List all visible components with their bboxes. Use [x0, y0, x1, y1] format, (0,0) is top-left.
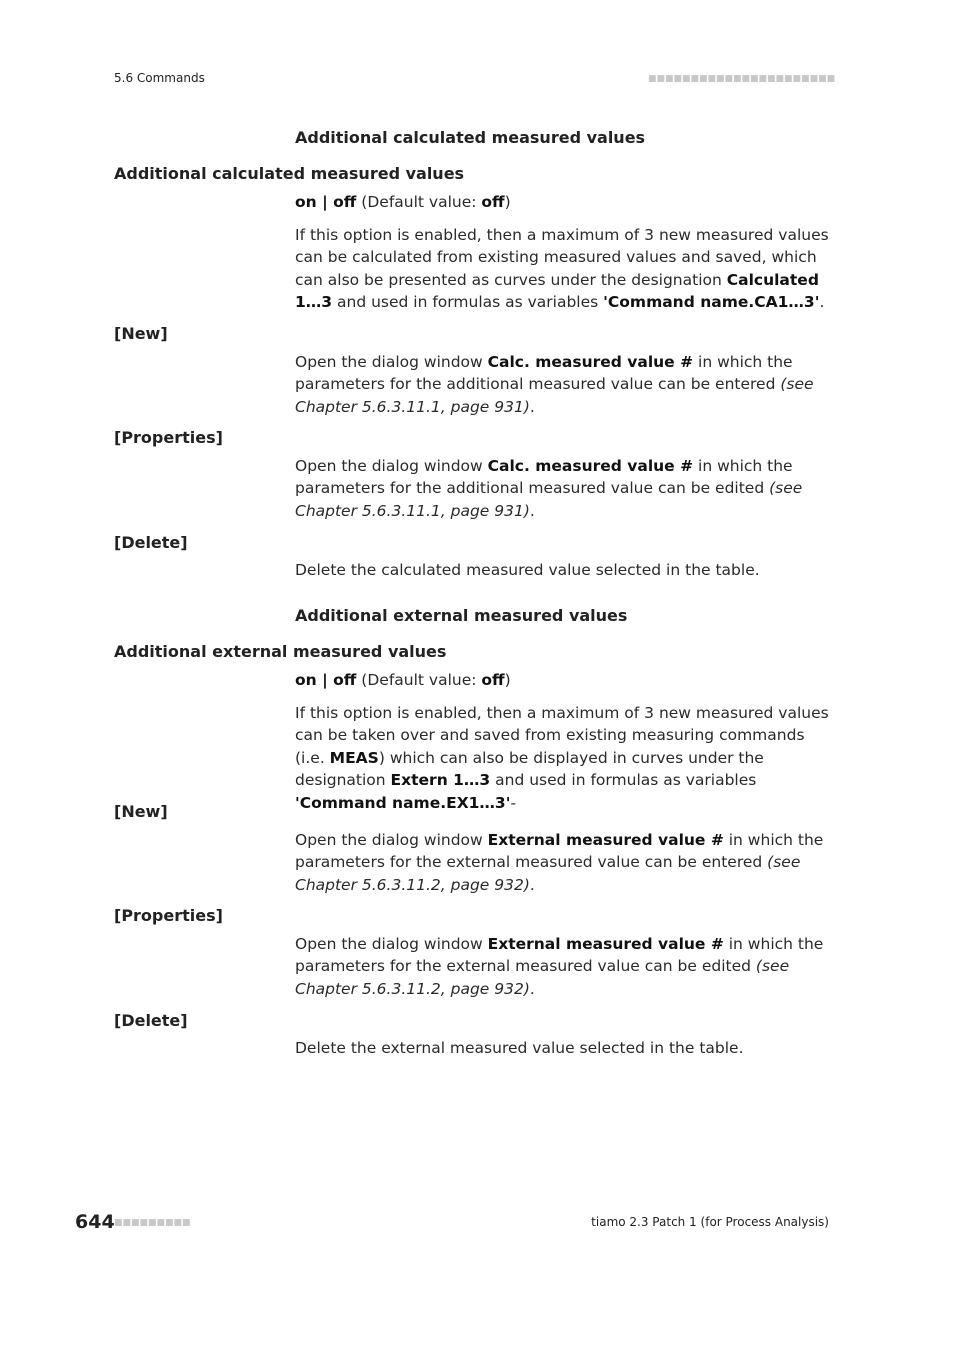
cross-reference-link[interactable]: (see Chapter 5.6.3.11.1, page 931) — [295, 375, 814, 416]
option-label-external: Additional external measured values — [114, 642, 447, 661]
running-header-section: 5.6 Commands — [114, 71, 205, 85]
header-decoration-dots: ■■■■■■■■■■■■■■■■■■■■■■ — [648, 74, 836, 84]
delete-button-description-calculated: Delete the calculated measured value selected in the table. — [295, 561, 760, 579]
section-title-calculated: Additional calculated measured values — [295, 128, 646, 147]
properties-button-description-calculated: Open the dialog window Calc. measured value # in which the parameters for the additional measured value can be edited (see Chapter 5.6.3.11.1, page 931). — [295, 457, 803, 520]
option-label-calculated: Additional calculated measured values — [114, 164, 465, 183]
option-description-calculated: If this option is enabled, then a maximum of 3 new measured values can be calculated from existing measured values and saved, which can also be presented as curves under the designation Calculated 1…3 and used in formulas as variables 'Command name.CA1…3'. — [295, 226, 829, 312]
cross-reference-link[interactable]: (see Chapter 5.6.3.11.2, page 932) — [295, 957, 790, 998]
option-description-external: If this option is enabled, then a maximum of 3 new measured values can be taken over and saved from existing measuring commands (i.e. MEAS) which can also be displayed in curves under the designation Extern 1…3 and used in formulas as variables 'Command name.EX1…3'- — [295, 704, 829, 812]
page-number: 644 — [75, 1211, 115, 1233]
footer-decoration-dots: ■■■■■■■■■ — [114, 1218, 191, 1228]
option-values-external: on | off (Default value: off) — [295, 671, 511, 689]
cross-reference-link[interactable]: (see Chapter 5.6.3.11.1, page 931) — [295, 479, 803, 520]
delete-button-label-calculated: [Delete] — [114, 533, 188, 552]
option-values-calculated: on | off (Default value: off) — [295, 193, 511, 211]
properties-button-description-external: Open the dialog window External measured value # in which the parameters for the external measured value can be edited (see Chapter 5.6.3.11.2, page 932). — [295, 935, 824, 998]
cross-reference-link[interactable]: (see Chapter 5.6.3.11.2, page 932) — [295, 853, 801, 894]
properties-button-label-calculated: [Properties] — [114, 428, 223, 447]
new-button-label-calculated: [New] — [114, 324, 168, 343]
footer-product-name: tiamo 2.3 Patch 1 (for Process Analysis) — [591, 1215, 829, 1229]
new-button-label-external: [New] — [114, 802, 168, 821]
delete-button-label-external: [Delete] — [114, 1011, 188, 1030]
delete-button-description-external: Delete the external measured value selected in the table. — [295, 1039, 744, 1057]
new-button-description-calculated: Open the dialog window Calc. measured value # in which the parameters for the additional measured value can be entered (see Chapter 5.6.3.11.1, page 931). — [295, 353, 814, 416]
properties-button-label-external: [Properties] — [114, 906, 223, 925]
section-title-external: Additional external measured values — [295, 606, 628, 625]
new-button-description-external: Open the dialog window External measured value # in which the parameters for the external measured value can be entered (see Chapter 5.6.3.11.2, page 932). — [295, 831, 824, 894]
